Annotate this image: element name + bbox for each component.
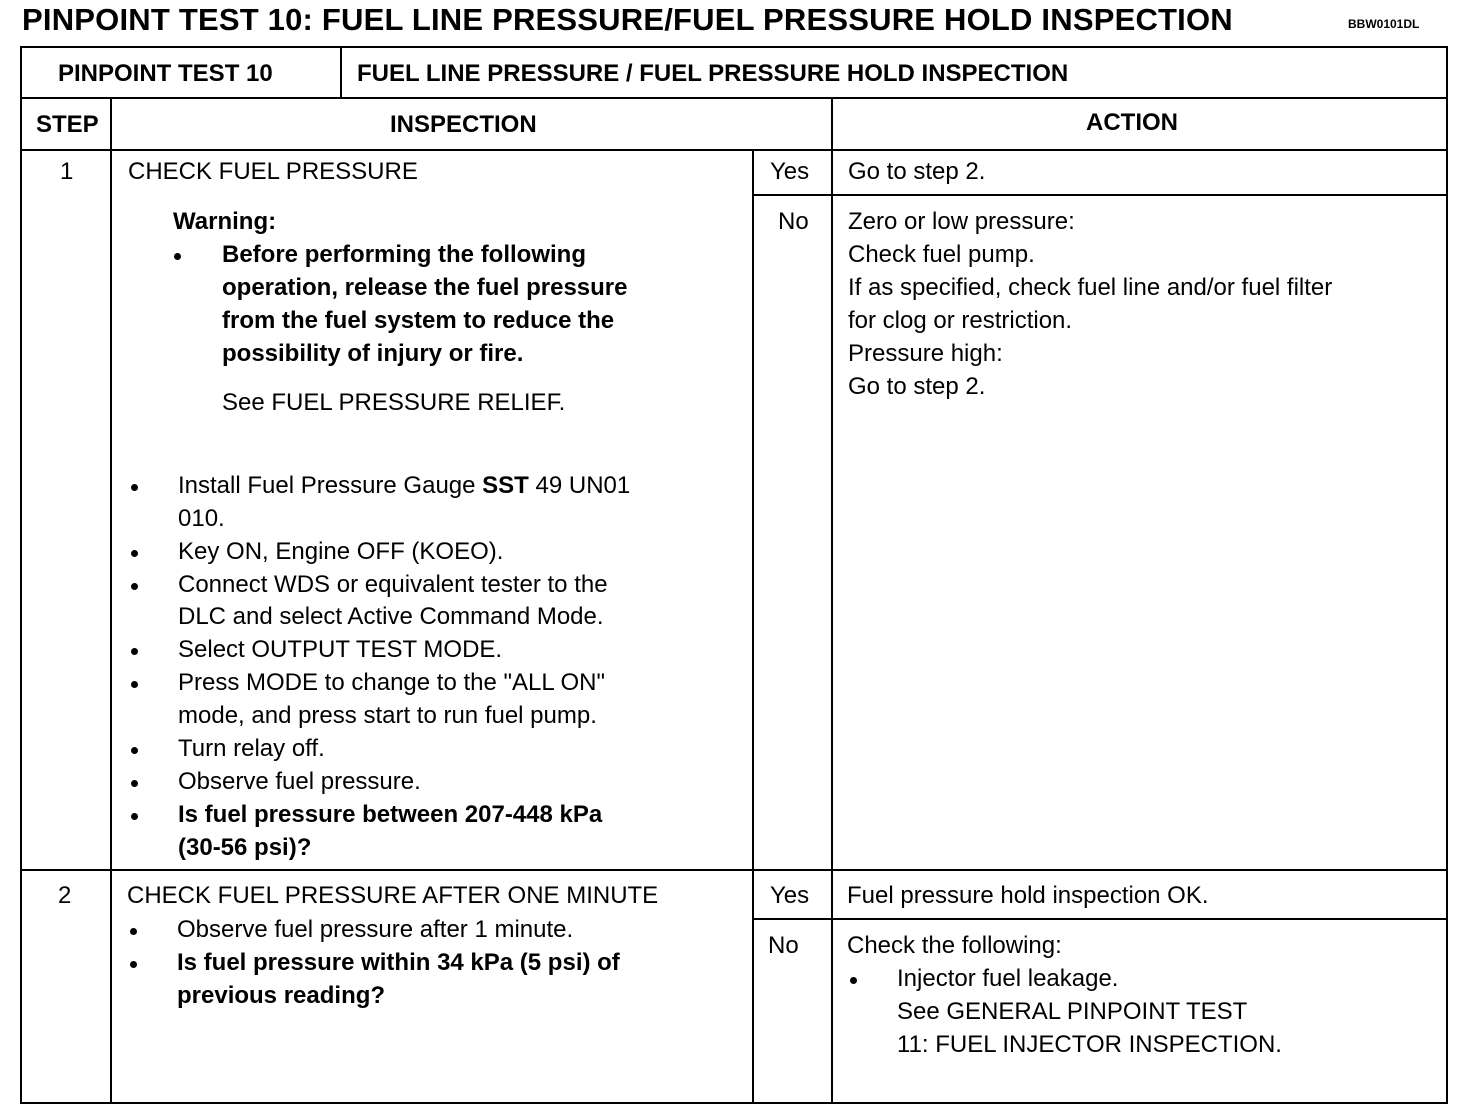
- inspection-column-header: INSPECTION: [390, 111, 537, 138]
- instruction-text: Observe fuel pressure.: [178, 768, 421, 795]
- instruction-text: Select OUTPUT TEST MODE.: [178, 636, 503, 663]
- no-label: No: [778, 208, 809, 235]
- instruction-text: Connect WDS or equivalent tester to the: [178, 571, 608, 598]
- no-action-text: Go to step 2.: [848, 373, 986, 400]
- divider: [20, 869, 1448, 871]
- no-action-text: Zero or low pressure:: [848, 208, 1075, 235]
- warning-label: Warning:: [173, 208, 277, 235]
- divider: [831, 97, 833, 1104]
- page-title: PINPOINT TEST 10: FUEL LINE PRESSURE/FUEL PRESSURE HOLD INSPECTION: [22, 2, 1233, 37]
- warning-text: operation, release the fuel pressure: [222, 274, 628, 301]
- divider: [754, 194, 1448, 196]
- bullet-icon: [131, 747, 138, 754]
- instruction-text: Turn relay off.: [178, 735, 325, 762]
- no-action-text: Check fuel pump.: [848, 241, 1035, 268]
- instruction-text: mode, and press start to run fuel pump.: [178, 702, 597, 729]
- divider: [754, 918, 1448, 920]
- step-number: 1: [60, 158, 74, 185]
- divider: [20, 149, 1448, 151]
- question-text: (30-56 psi)?: [178, 834, 312, 861]
- yes-label: Yes: [770, 882, 810, 909]
- bullet-icon: [131, 681, 138, 688]
- instruction-text: Install Fuel Pressure Gauge SST 49 UN01: [178, 472, 631, 499]
- no-label: No: [768, 932, 799, 959]
- bullet-icon: [850, 977, 857, 984]
- question-text: Is fuel pressure between 207-448 kPa: [178, 801, 603, 828]
- bullet-icon: [174, 253, 181, 260]
- bullet-icon: [130, 961, 137, 968]
- yes-action: Fuel pressure hold inspection OK.: [847, 882, 1209, 909]
- bullet-icon: [131, 780, 138, 787]
- step-title: CHECK FUEL PRESSURE: [128, 158, 418, 185]
- divider: [110, 97, 112, 1104]
- step-column-header: STEP: [36, 111, 99, 138]
- instruction-text: Observe fuel pressure after 1 minute.: [177, 916, 574, 943]
- warning-text: from the fuel system to reduce the: [222, 307, 615, 334]
- bullet-icon: [131, 648, 138, 655]
- no-action-text: 11: FUEL INJECTOR INSPECTION.: [897, 1031, 1282, 1058]
- yes-action: Go to step 2.: [848, 158, 986, 185]
- test-title: FUEL LINE PRESSURE / FUEL PRESSURE HOLD INSPECTION: [357, 60, 1069, 87]
- see-reference: See FUEL PRESSURE RELIEF.: [222, 389, 566, 416]
- test-label: PINPOINT TEST 10: [58, 60, 273, 87]
- no-action-text: Check the following:: [847, 932, 1062, 959]
- warning-text: possibility of injury or fire.: [222, 340, 524, 367]
- yes-label: Yes: [770, 158, 810, 185]
- no-action-text: Pressure high:: [848, 340, 1003, 367]
- divider: [340, 46, 342, 98]
- document-code: BBW0101DL: [1348, 17, 1420, 31]
- divider: [752, 149, 754, 1104]
- bullet-icon: [131, 484, 138, 491]
- step-title: CHECK FUEL PRESSURE AFTER ONE MINUTE: [127, 882, 659, 909]
- instruction-text: 010.: [178, 505, 225, 532]
- bullet-icon: [131, 583, 138, 590]
- instruction-text: Key ON, Engine OFF (KOEO).: [178, 538, 504, 565]
- divider: [20, 97, 1448, 99]
- question-text: previous reading?: [177, 982, 386, 1009]
- no-action-text: If as specified, check fuel line and/or fuel filter: [848, 274, 1333, 301]
- no-action-text: See GENERAL PINPOINT TEST: [897, 998, 1248, 1025]
- bullet-icon: [131, 550, 138, 557]
- question-text: Is fuel pressure within 34 kPa (5 psi) of: [177, 949, 620, 976]
- warning-text: Before performing the following: [222, 241, 586, 268]
- instruction-text: Press MODE to change to the "ALL ON": [178, 669, 606, 696]
- no-action-text: for clog or restriction.: [848, 307, 1073, 334]
- bullet-icon: [131, 813, 138, 820]
- bullet-icon: [130, 928, 137, 935]
- instruction-text: DLC and select Active Command Mode.: [178, 603, 604, 630]
- no-action-text: Injector fuel leakage.: [897, 965, 1119, 992]
- action-column-header: ACTION: [1086, 109, 1178, 136]
- step-number: 2: [58, 882, 72, 909]
